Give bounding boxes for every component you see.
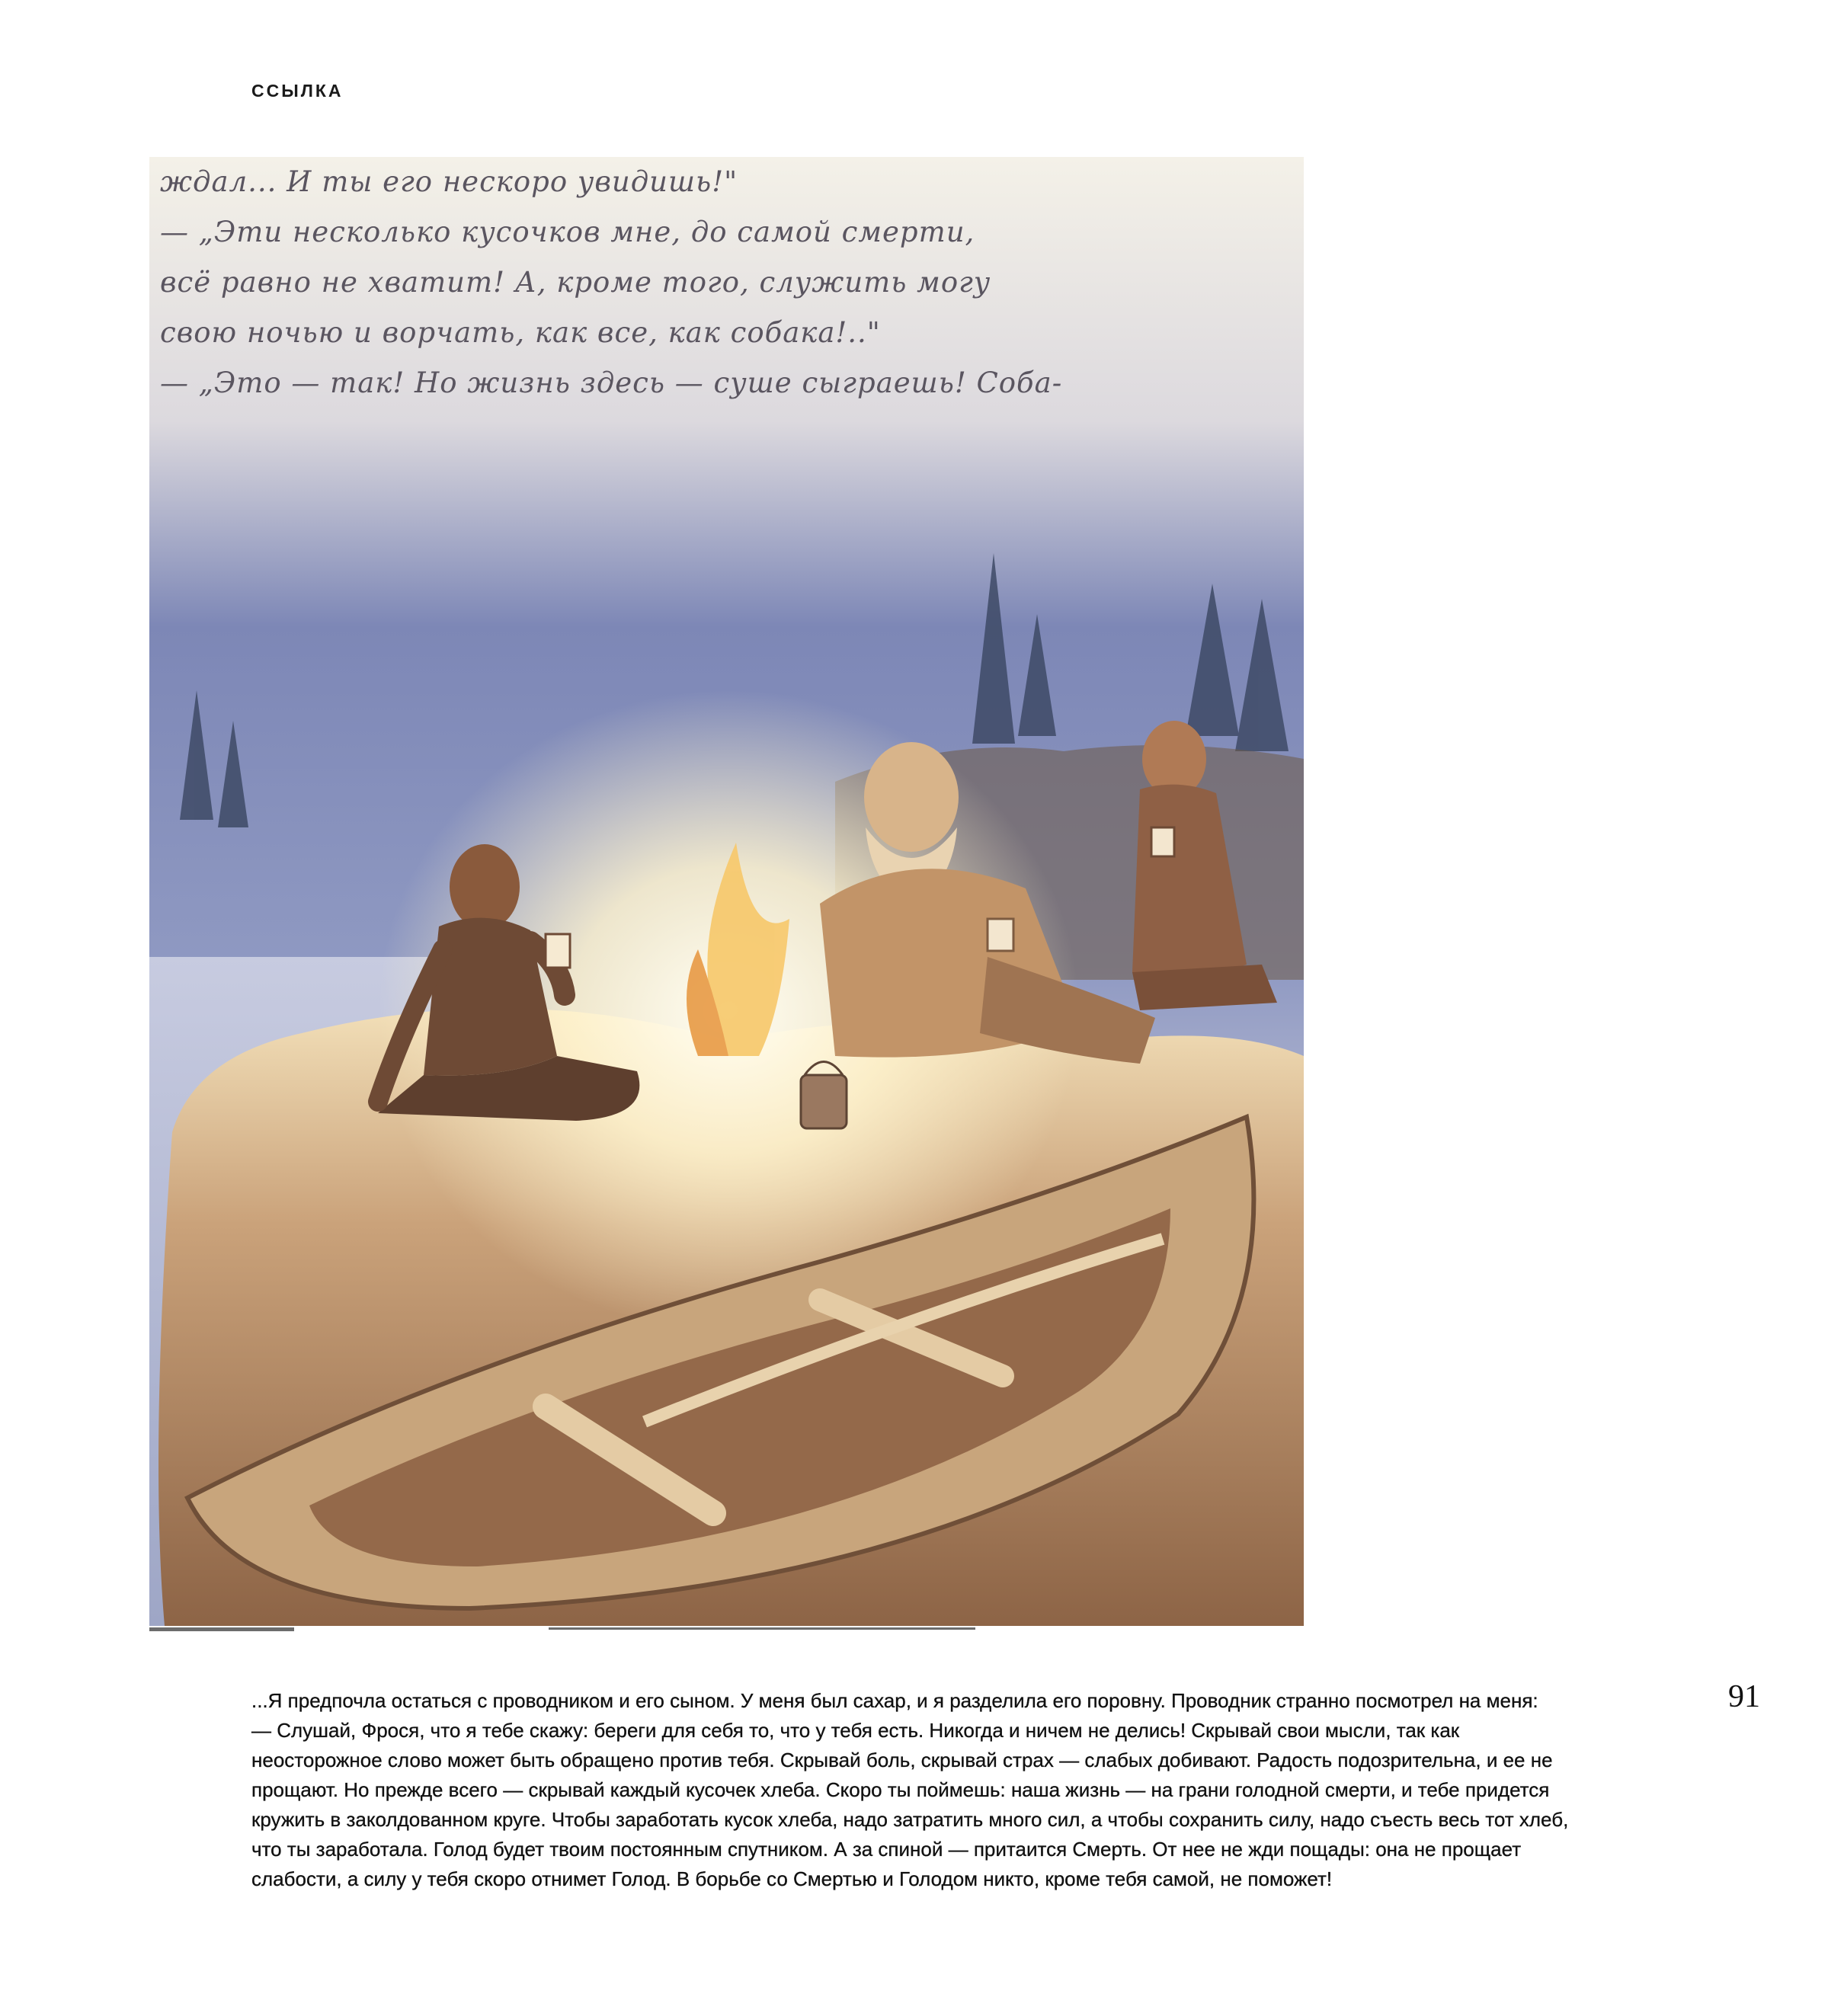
scan-artifact-line <box>149 1627 294 1631</box>
scan-artifact-line <box>549 1627 975 1630</box>
caption-paragraph: ...Я предпочла остаться с проводником и его сыном. У меня был сахар, и я разделила его поровну. Проводник странно посмотрел на меня: <box>251 1689 1538 1712</box>
caption-text <box>251 1686 1585 1894</box>
section-label: ССЫЛКА <box>251 81 344 101</box>
page-number: 91 <box>1728 1679 1760 1714</box>
handwritten-line: ждал... И ты его нескоро увидишь!" <box>160 165 738 198</box>
illustration <box>149 157 1304 1626</box>
handwritten-line: свою ночью и ворчать, как все, как собака!.." <box>160 316 881 349</box>
handwritten-line: — „Это — так! Но жизнь здесь — суше сыграешь! Соба- <box>160 366 1063 399</box>
handwritten-text <box>149 157 1304 446</box>
handwritten-line: всё равно не хватит! А, кроме того, служить могу <box>160 266 991 299</box>
caption-paragraph: — Слушай, Фрося, что я тебе скажу: береги для себя то, что у тебя есть. Никогда и ничем не делись! Скрывай свои мысли, так как неосторожное слово может быть обращено против тебя. Скрывай боль, скрывай страх — слабых добивают. Радость подозрительна, и ее не прощают. Но прежде всего — скрывай каждый кусочек хлеба. Скоро ты поймешь: наша жизнь — на грани голодной смерти, и тебе придется кружить в заколдованном круге. Чтобы заработать кусок хлеба, надо затратить много сил, а чтобы сохранить силу, надо съесть весь тот хлеб, что ты заработала. Голод будет твоим постоянным спутником. А за спиной — притаится Смерть. От нее не жди пощады: она не прощает слабости, а силу у тебя скоро отнимет Голод. В борьбе со Смертью и Голодом никто, кроме тебя самой, не поможет! <box>251 1719 1569 1890</box>
handwritten-line: — „Эти несколько кусочков мне, до самой смерти, <box>160 216 975 248</box>
